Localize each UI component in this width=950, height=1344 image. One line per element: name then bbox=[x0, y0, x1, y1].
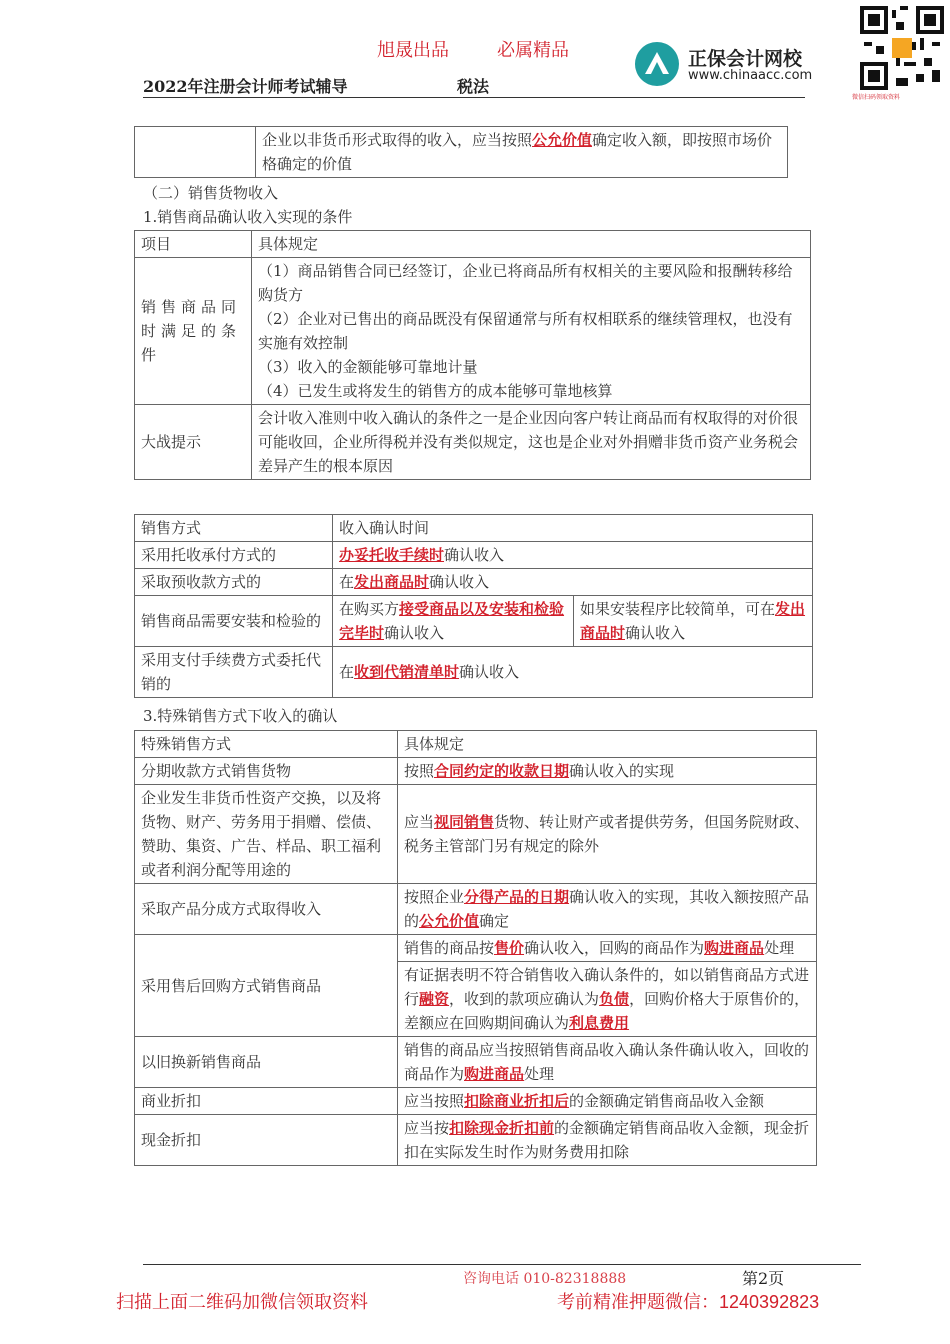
fair-value-term: 公允价值 bbox=[532, 131, 593, 149]
section3-title: 3.特殊销售方式下收入的确认 bbox=[143, 707, 338, 725]
slogan-right: 必属精品 bbox=[497, 40, 569, 61]
promo-left: 扫描上面二维码加微信领取资料 bbox=[116, 1292, 368, 1313]
timing-table: 销售方式 收入确认时间 采用托收承付方式的 办妥托收手续时确认收入 采取预收款方式的 在发出商品时确认收入 销售商品需要安装和检验的 在购买方接受商品以及安装和检验完毕时确认收入 如果安装程序比较简单，可在发出商品时确认收入 采用支付手续费方式委托代销的 在收到代销清单时确认收入 bbox=[134, 514, 813, 698]
slogan-left: 旭晟出品 bbox=[377, 40, 449, 61]
brand-url[interactable]: www.chinaacc.com bbox=[688, 68, 813, 83]
course-title: 2022年注册会计师考试辅导 bbox=[143, 77, 348, 96]
section2-title: （二）销售货物收入 bbox=[143, 184, 279, 202]
qr-code-icon[interactable] bbox=[860, 6, 944, 90]
brand-logo-icon bbox=[635, 42, 679, 86]
page-number: 第2页 bbox=[742, 1269, 785, 1288]
footer-rule bbox=[143, 1264, 861, 1265]
consult-phone: 咨询电话 010-82318888 bbox=[463, 1271, 627, 1287]
subject-title: 税法 bbox=[457, 77, 490, 96]
header-rule bbox=[143, 97, 805, 98]
wechat-id: 1240392823 bbox=[719, 1292, 820, 1312]
conditions-table: 项目 具体规定 销售商品同时满足的条件 （1）商品销售合同已经签订，企业已将商品所有权相关的主要风险和报酬转移给购货方 （2）企业对已售出的商品既没有保留通常与所有权相联系的继续管理权，也没有实施有效控制 （3）收入的金额能够可靠地计量 （4）已发生或将发生的销售方的成本能够可靠地核算 大战提示 会计收入准则中收入确认的条件之一是企业因向客户转让商品而有权取得的对价很可能收回，企业所得税并没有类似规定，这也是企业对外捐赠非货币资产业务税会差异产生的根本原因 bbox=[134, 230, 811, 480]
special-sales-table: 特殊销售方式 具体规定 分期收款方式销售货物 按照合同约定的收款日期确认收入的实现 企业发生非货币性资产交换，以及将货物、财产、劳务用于捐赠、偿债、赞助、集资、广告、样品、职工福利或者利润分配等用途的 应当视同销售货物、转让财产或者提供劳务，但国务院财政、税务主管部门另有规定的除外 采取产品分成方式取得收入 按照企业分得产品的日期确认收入的实现，其收入额按照产品的公允价值确定 采用售后回购方式销售商品 销售的商品按售价确认收入，回购的商品作为购进商品处理 有证据表明不符合销售收入确认条件的，如以销售商品方式进行融资，收到的款项应确认为负债，回购价格大于原售价的，差额应在回购期间确认为利息费用 以旧换新销售商品 销售的商品应当按照销售商品收入确认条件确认收入，回收的商品作为购进商品处理 商业折扣 应当按照扣除商业折扣后的金额确定销售商品收入金额 现金折扣 应当按扣除现金折扣前的金额确定销售商品收入金额，现金折扣在实际发生时作为财务费用扣除 bbox=[134, 730, 817, 1166]
fair-value-table: 企业以非货币形式取得的收入，应当按照公允价值确定收入额，即按照市场价格确定的价值 bbox=[134, 126, 788, 178]
section2-1-title: 1.销售商品确认收入实现的条件 bbox=[143, 208, 353, 226]
promo-right: 考前精准押题微信：1240392823 bbox=[557, 1292, 820, 1313]
qr-note: 微信扫码领取资料 bbox=[852, 94, 901, 101]
brand-name: 正保会计网校 bbox=[688, 48, 803, 70]
